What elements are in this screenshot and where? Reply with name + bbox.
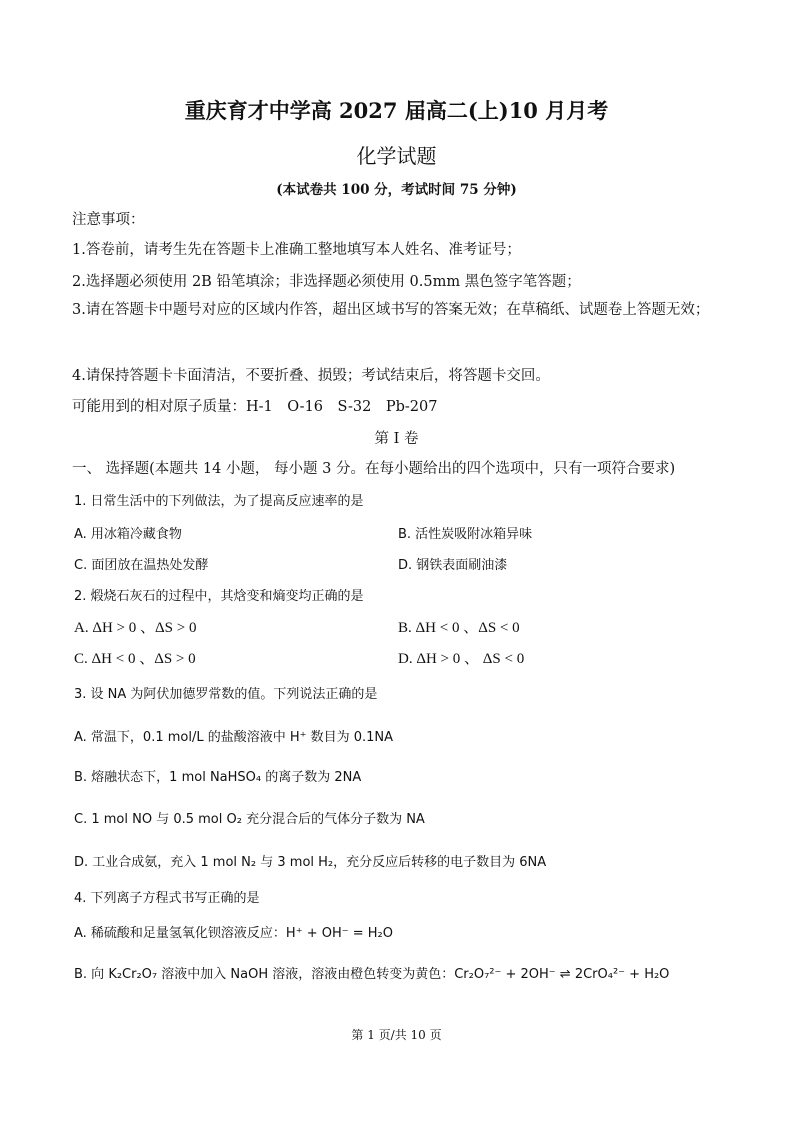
atomic-masses: 可能用到的相对原子质量：H-1 O-16 S-32 Pb-207 (72, 399, 438, 415)
question-1-option-b: B. 活性炭吸附冰箱异味 (398, 527, 533, 542)
question-1-option-a: A. 用冰箱冷藏食物 (74, 527, 182, 542)
question-2-stem: 2. 煅烧石灰石的过程中，其焓变和熵变均正确的是 (74, 589, 364, 604)
exam-title: 重庆育才中学高 2027 届高二(上)10 月月考 (184, 98, 609, 123)
question-3-option-b: B. 熔融状态下，1 mol NaHSO₄ 的离子数为 2NA (74, 770, 362, 785)
volume-heading: 第 I 卷 (374, 431, 419, 447)
notice-item-1: 1.答卷前，请考生先在答题卡上准确工整地填写本人姓名、准考证号； (72, 242, 521, 258)
question-4-stem: 4. 下列离子方程式书写正确的是 (74, 891, 260, 906)
question-1-stem: 1. 日常生活中的下列做法，为了提高反应速率的是 (74, 494, 364, 509)
page-number: 第 1 页/共 10 页 (351, 1028, 442, 1042)
exam-subject: 化学试题 (356, 144, 437, 168)
notices-heading: 注意事项： (72, 212, 145, 228)
notice-item-2: 2.选择题必须使用 2B 铅笔填涂；非选择题必须使用 0.5mm 黑色签字笔答题； (72, 274, 581, 290)
question-2-option-a: A. ΔH > 0 、ΔS > 0 (74, 620, 197, 636)
question-2-option-d: D. ΔH > 0 、 ΔS < 0 (398, 651, 525, 667)
question-4-option-a: A. 稀硫酸和足量氢氧化钡溶液反应：H⁺ + OH⁻ = H₂O (74, 926, 393, 941)
question-2-option-c: C. ΔH < 0 、ΔS > 0 (74, 651, 196, 667)
question-3-option-d: D. 工业合成氨，充入 1 mol N₂ 与 3 mol H₂，充分反应后转移的电子数目为 6NA (74, 855, 547, 870)
question-3-option-a: A. 常温下，0.1 mol/L 的盐酸溶液中 H⁺ 数目为 0.1NA (74, 730, 394, 745)
question-2-option-b: B. ΔH < 0 、ΔS < 0 (398, 620, 520, 636)
question-1-option-d: D. 钢铁表面刷油漆 (398, 558, 508, 573)
exam-duration-note: (本试卷共 100 分，考试时间 75 分钟) (276, 182, 517, 198)
question-3-stem: 3. 设 NA 为阿伏加德罗常数的值。下列说法正确的是 (74, 687, 378, 702)
question-4-option-b: B. 向 K₂Cr₂O₇ 溶液中加入 NaOH 溶液，溶液由橙色转变为黄色：Cr₂O₇²⁻ + 2OH⁻ ⇌ 2CrO₄²⁻ + H₂O (74, 967, 670, 982)
question-1-option-c: C. 面团放在温热处发酵 (74, 558, 209, 573)
notice-item-4: 4.请保持答题卡卡面清洁，不要折叠、损毁；考试结束后，将答题卡交回。 (72, 368, 550, 384)
notice-item-3: 3.请在答题卡中题号对应的区域内作答，超出区域书写的答案无效；在草稿纸、试题卷上答题无效； (72, 302, 710, 318)
section-heading: 一、 选择题(本题共 14 小题， 每小题 3 分。在每小题给出的四个选项中，只有一项符合要求) (72, 461, 676, 477)
question-3-option-c: C. 1 mol NO 与 0.5 mol O₂ 充分混合后的气体分子数为 NA (74, 812, 425, 827)
